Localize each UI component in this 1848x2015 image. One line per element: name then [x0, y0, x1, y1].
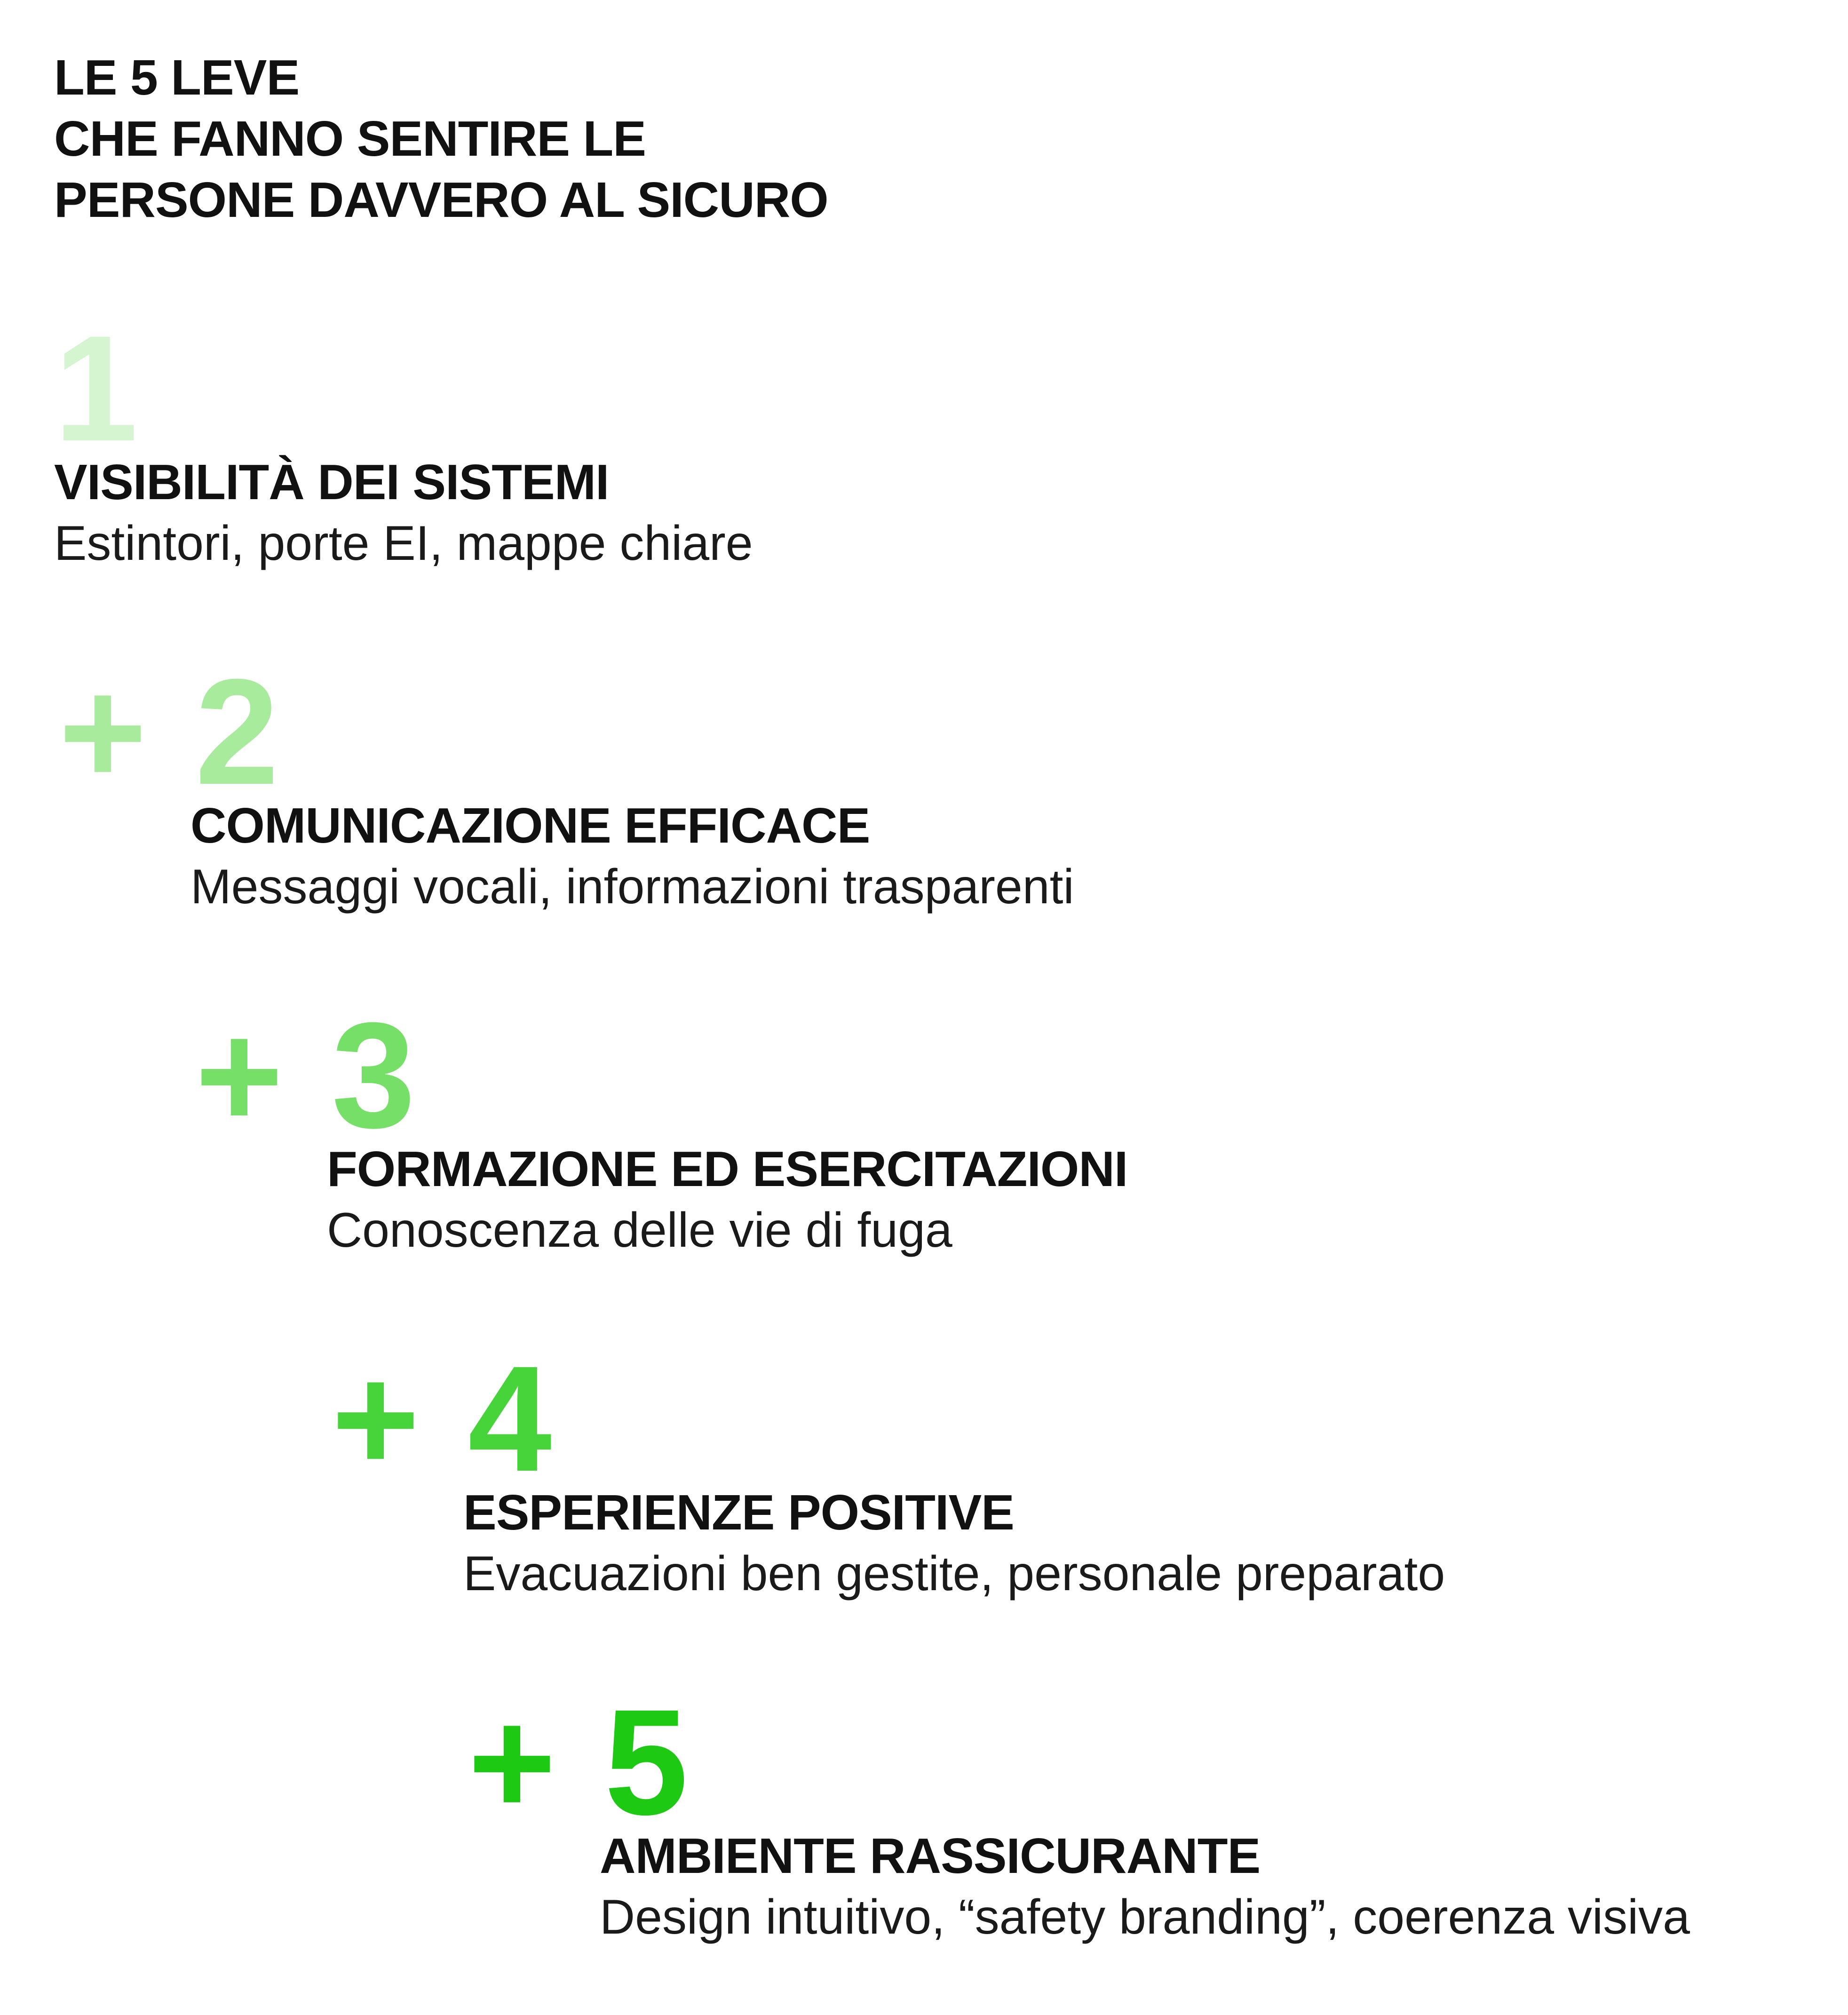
plus-icon: +: [332, 1334, 418, 1503]
lever-number-digit: 1: [54, 304, 136, 472]
lever-number-digit: 4: [468, 1334, 550, 1503]
lever-number-digit: 3: [332, 991, 413, 1159]
lever-5-text: [600, 1825, 1690, 1948]
lever-heading: AMBIENTE RASSICURANTE: [600, 1828, 1261, 1884]
lever-3-number: [195, 991, 1127, 1159]
title-line-2: CHE FANNO SENTIRE LE: [54, 111, 646, 167]
lever-heading: COMUNICAZIONE EFFICACE: [190, 798, 870, 853]
lever-heading: FORMAZIONE ED ESERCITAZIONI: [327, 1141, 1128, 1197]
lever-1-number: [54, 304, 753, 472]
lever-heading: ESPERIENZE POSITIVE: [463, 1485, 1014, 1540]
plus-icon: +: [195, 991, 281, 1159]
title-line-1: [54, 47, 828, 108]
lever-2: [59, 647, 1074, 917]
page-title: [54, 47, 828, 231]
lever-description: Evacuazioni ben gestite, personale preparato: [463, 1546, 1445, 1601]
lever-2-number: [59, 647, 1074, 816]
title-number: 5: [130, 50, 158, 105]
lever-description: Messaggi vocali, informazioni trasparenti: [190, 860, 1074, 914]
lever-4-text: [463, 1482, 1445, 1604]
lever-heading: VISIBILITÀ DEI SISTEMI: [54, 454, 609, 510]
lever-description: Conoscenza delle vie di fuga: [327, 1203, 952, 1258]
plus-icon: +: [59, 647, 145, 816]
lever-1: [54, 304, 753, 574]
lever-1-text: [54, 452, 753, 574]
title-prefix: LE: [54, 50, 130, 105]
lever-description: Estintori, porte EI, mappe chiare: [54, 516, 753, 571]
title-suffix: LEVE: [157, 50, 300, 105]
lever-3: [195, 991, 1128, 1261]
lever-4-number: [332, 1334, 1445, 1503]
lever-5-number: [468, 1678, 1690, 1846]
lever-4: [332, 1334, 1445, 1604]
plus-icon: +: [468, 1678, 554, 1846]
lever-number-digit: 5: [604, 1678, 686, 1846]
lever-2-text: [190, 795, 1074, 917]
lever-3-text: [327, 1139, 1127, 1261]
lever-number-digit: 2: [195, 647, 277, 816]
lever-5: [468, 1678, 1690, 1948]
lever-description: Design intuitivo, “safety branding”, coerenza visiva: [600, 1890, 1690, 1944]
title-line-3: PERSONE DAVVERO AL SICURO: [54, 172, 828, 228]
